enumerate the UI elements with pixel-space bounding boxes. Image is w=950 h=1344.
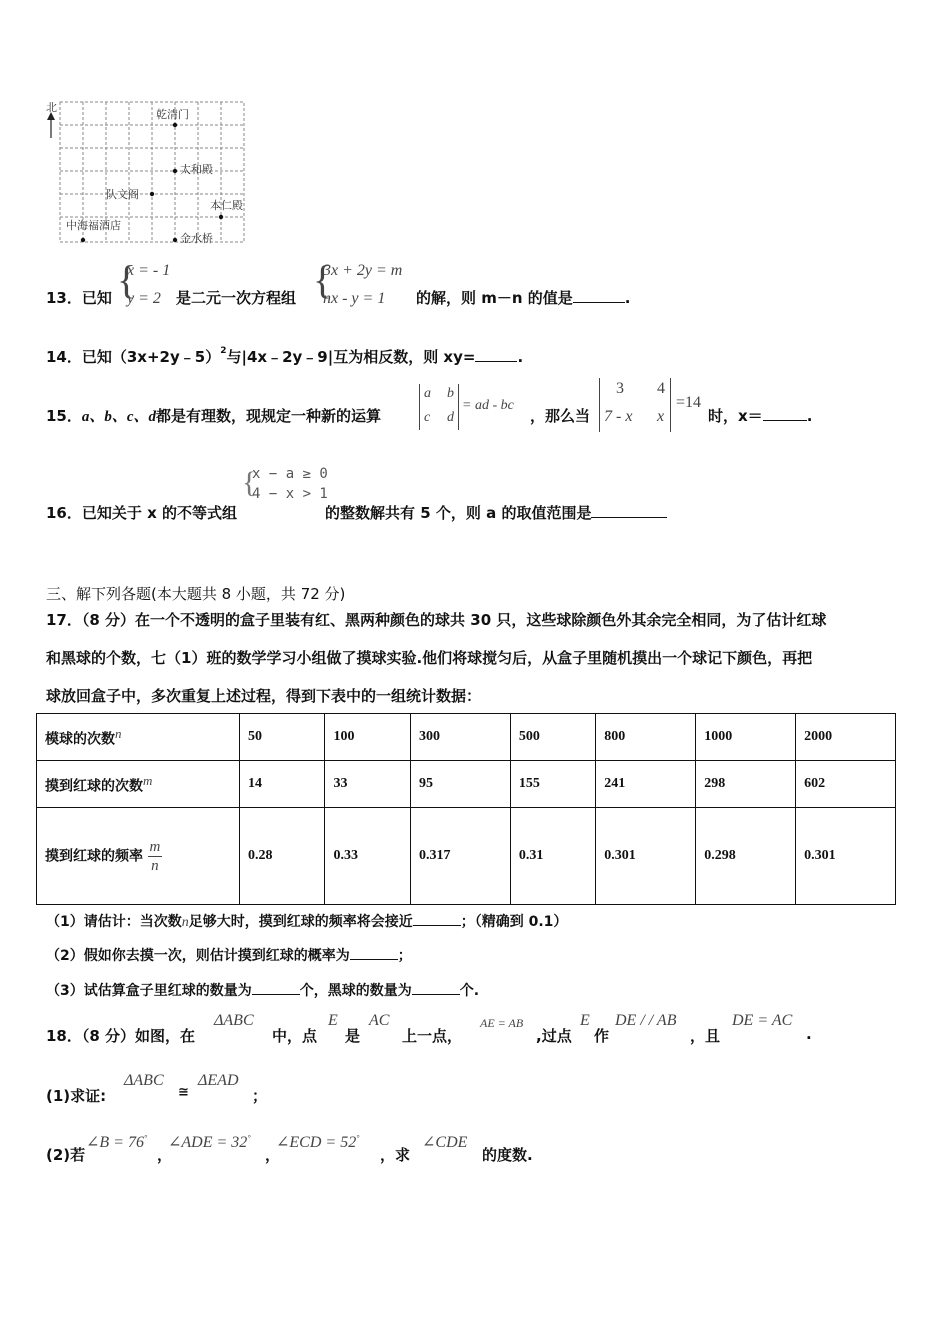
q18-w5: 作 — [594, 1027, 610, 1045]
map-label-jinshuiqiao: 金水桥 — [180, 232, 213, 245]
q15-determinant-1 — [419, 384, 459, 430]
q18-ae-eq-ab: AE = AB — [480, 1016, 524, 1030]
q18-part1-label: (1)求证: — [46, 1087, 107, 1105]
q18-angle-ecd: ∠ECD = 52° — [276, 1133, 360, 1151]
map-label-hotel: 中海福酒店 — [66, 219, 121, 232]
table-cell: 1000 — [696, 714, 796, 761]
q17-sub-3: （3）试估算盒子里红球的数量为 个，黑球的数量为 个. — [46, 980, 479, 1000]
table-cell: 0.33 — [325, 808, 410, 905]
det1-c: c — [424, 410, 431, 425]
q18-ask: ，求 — [380, 1146, 411, 1164]
fraction-m-over-n: $\frac{m}{n}$ — [149, 838, 161, 874]
det2-a: 3 — [616, 380, 624, 397]
table-cell: 602 — [796, 761, 896, 808]
map-label-wenge: 队文阁 — [106, 188, 139, 201]
q17-sub3-blank-red[interactable] — [252, 980, 300, 995]
table-cell: 0.28 — [240, 808, 325, 905]
q16-brace: { — [242, 466, 257, 499]
det1-d: d — [447, 410, 454, 425]
q18-angle-cde: ∠CDE — [422, 1134, 468, 1151]
table-row-trials — [37, 714, 896, 761]
q15-determinant-2 — [599, 378, 671, 432]
table-cell: 33 — [325, 761, 410, 808]
table-cell: 298 — [696, 761, 796, 808]
table-cell: 300 — [410, 714, 510, 761]
q18-congruent-symbol: ≅ — [178, 1085, 189, 1100]
q13-answer-blank[interactable] — [573, 288, 625, 303]
table-cell: 50 — [240, 714, 325, 761]
map-label-qianqingmen: 乾清门 — [156, 108, 189, 121]
section-3-heading: 三、解下列各题(本大题共 8 小题，共 72 分) — [46, 585, 346, 603]
q16-text: 16．已知关于 x 的不等式组 — [46, 504, 237, 522]
q18-segment-ac: AC — [369, 1012, 390, 1029]
q13-brace-2: { — [313, 257, 333, 302]
q18-comma-1: ， — [157, 1146, 173, 1164]
q13-sys2-eq1: 3x + 2y = m — [323, 262, 403, 279]
q18-de-parallel-ab: DE / / AB — [615, 1012, 677, 1029]
q16-answer-blank[interactable] — [591, 503, 667, 518]
q18-w2: 是 — [345, 1027, 361, 1045]
table-cell: 95 — [410, 761, 510, 808]
row-label-trials: 模球的次数n — [37, 714, 240, 761]
q17-line-2: 和黑球的个数，七（1）班的数学学习小组做了摸球实验.他们将球搅匀后，从盒子里随机摸出一个球记下颜色，再把 — [46, 649, 813, 667]
q17-sub-2: （2）假如你去摸一次，则估计摸到红球的概率为 ； — [46, 945, 412, 965]
q18-part2-label: (2)若 — [46, 1146, 86, 1164]
table-cell: 0.317 — [410, 808, 510, 905]
table-row-frequency — [37, 808, 896, 905]
q14-text: 14．已知（3x+2y﹣5）$^2$与|4x﹣2y﹣9|互为相反数，则 xy= . — [46, 346, 524, 366]
q18-comma-2: ， — [265, 1146, 281, 1164]
q18-part1-end: ； — [252, 1087, 268, 1105]
q18-angle-ade: ∠ADE = 32° — [168, 1133, 251, 1151]
det2-d: x — [657, 408, 665, 425]
q13-sys1-eq2: y = 2 — [127, 290, 161, 307]
map-label-taihedian: 太和殿 — [180, 163, 213, 176]
q18-w7: . — [806, 1025, 812, 1043]
palace-map-figure — [40, 98, 255, 248]
q18-part1-tri1: ΔABC — [124, 1072, 164, 1089]
row-label-frequency: 摸到红球的频率 $\frac{m}{n}$ — [37, 808, 240, 905]
det1-b: b — [447, 386, 454, 401]
q18-triangle-abc: ΔABC — [214, 1012, 254, 1029]
table-cell: 2000 — [796, 714, 896, 761]
table-cell: 14 — [240, 761, 325, 808]
q16-ineq-2: 4 − x > 1 — [252, 486, 328, 502]
table-cell: 0.31 — [510, 808, 595, 905]
map-label-benrendian: 本仁殿 — [210, 199, 243, 212]
table-cell: 800 — [596, 714, 696, 761]
det1-a: a — [424, 386, 431, 401]
q18-point-e: E — [328, 1012, 338, 1029]
q18-de-eq-ac: DE = AC — [732, 1012, 793, 1029]
q18-head: 18．（8 分）如图，在 — [46, 1027, 196, 1045]
q13-number: 13．已知 — [46, 289, 112, 307]
q18-w6: ，且 — [690, 1027, 721, 1045]
q15-number: 15．a、b、c、d都是有理数，现规定一种新的运算 — [46, 407, 382, 425]
q17-sub1-blank[interactable] — [413, 911, 461, 926]
q15-definition: = ad - bc — [462, 398, 514, 413]
q13-sys1-eq1: x = - 1 — [127, 262, 171, 279]
q18-point-e-2: E — [580, 1012, 590, 1029]
q17-line-1: 17．（8 分）在一个不透明的盒子里装有红、黑两种颜色的球共 30 只，这些球除颜色外其余完全相同，为了估计红球 — [46, 611, 827, 629]
table-cell: 155 — [510, 761, 595, 808]
q15-middle: ，那么当 — [530, 407, 591, 425]
q13-tail: 的解，则 m－n 的值是 . — [416, 289, 631, 307]
table-cell: 0.298 — [696, 808, 796, 905]
q18-w3: 上一点， — [402, 1027, 463, 1045]
q18-part1-tri2: ΔEAD — [198, 1072, 239, 1089]
q13-brace-1: { — [117, 257, 137, 302]
table-cell: 241 — [596, 761, 696, 808]
q18-w4: ,过点 — [536, 1027, 572, 1045]
q17-line-3: 球放回盒子中，多次重复上述过程，得到下表中的一组统计数据： — [46, 687, 482, 705]
q15-equals-14: =14 — [676, 394, 702, 411]
table-cell: 0.301 — [796, 808, 896, 905]
table-cell: 0.301 — [596, 808, 696, 905]
q13-sys2-eq2: nx - y = 1 — [323, 290, 386, 307]
north-arrow-icon — [47, 112, 55, 138]
q14-answer-blank[interactable] — [475, 347, 517, 362]
q15-tail: 时，x＝ . — [708, 407, 813, 425]
q18-part2-end: 的度数. — [482, 1146, 533, 1164]
north-label: 北 — [46, 101, 57, 114]
q15-answer-blank[interactable] — [763, 406, 807, 421]
table-cell: 500 — [510, 714, 595, 761]
q17-sub3-blank-black[interactable] — [412, 980, 460, 995]
statistics-table — [36, 713, 896, 905]
table-cell: 100 — [325, 714, 410, 761]
q18-angle-b: ∠B = 76° — [86, 1133, 148, 1151]
q18-w1: 中，点 — [272, 1027, 318, 1045]
q16-tail: 的整数解共有 5 个，则 a 的取值范围是 — [325, 502, 667, 523]
q17-sub-1: （1）请估计：当次数n足够大时，摸到红球的频率将会接近 ；（精确到 0.1） — [46, 911, 567, 931]
det2-b: 4 — [657, 380, 665, 397]
q16-ineq-1: x − a ≥ 0 — [252, 466, 328, 482]
table-row-red-count — [37, 761, 896, 808]
q13-middle-text: 是二元一次方程组 — [176, 289, 297, 307]
q17-sub2-blank[interactable] — [350, 945, 398, 960]
row-label-red-count: 摸到红球的次数m — [37, 761, 240, 808]
det2-c: 7 - x — [604, 408, 633, 425]
